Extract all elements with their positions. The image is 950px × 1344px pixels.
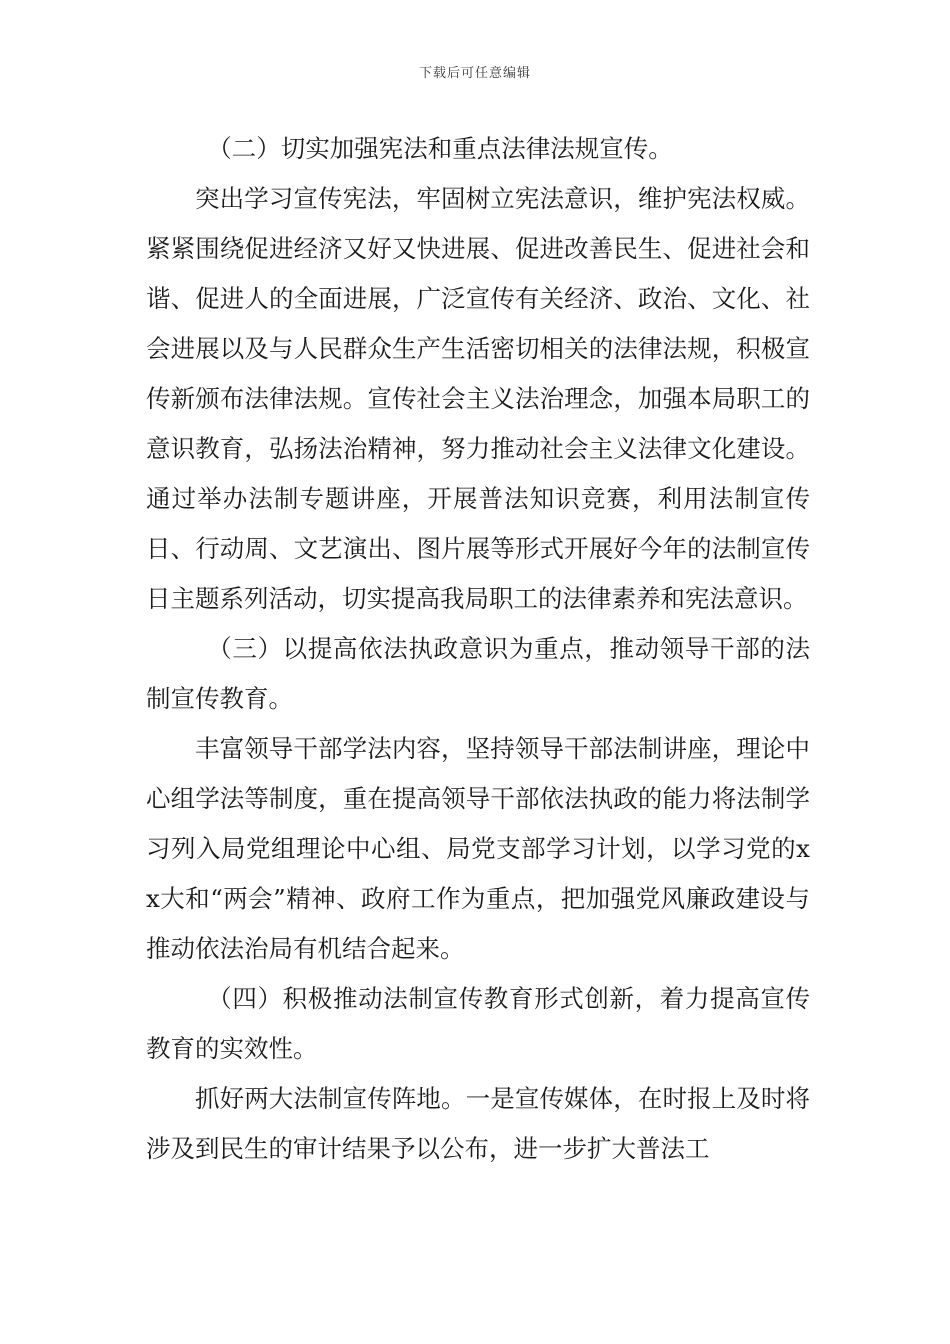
- body-paragraph: 抓好两大法制宣传阵地。一是宣传媒体，在时报上及时将涉及到民生的审计结果予以公布，进一步扩大普法工: [146, 1084, 810, 1163]
- section-heading-3: （三）以提高依法执政意识为重点，推动领导干部的法制宣传教育。: [146, 634, 810, 713]
- section-heading-4: （四）积极推动法制宣传教育形式创新，着力提高宣传教育的实效性。: [146, 984, 810, 1063]
- document-body: [146, 124, 810, 1174]
- page-header-note: 下载后可任意编辑: [418, 66, 531, 81]
- section-heading-2: （二）切实加强宪法和重点法律法规宣传。: [207, 134, 673, 163]
- body-paragraph: 突出学习宣传宪法，牢固树立宪法意识，维护宪法权威。紧紧围绕促进经济又好又快进展、促进改善民生、促进社会和谐、促进人的全面进展，广泛宣传有关经济、政治、文化、社会进展以及与人民群众生产生活密切相关的法律法规，积极宣传新颁布法律法规。宣传社会主义法治理念，加强本局职工的意识教育，弘扬法治精神，努力推动社会主义法律文化建设。通过举办法制专题讲座，开展普法知识竞赛，利用法制宣传日、行动周、文艺演出、图片展等形式开展好今年的法制宣传日主题系列活动，切实提高我局职工的法律素养和宪法意识。: [146, 184, 810, 613]
- body-paragraph: 丰富领导干部学法内容，坚持领导干部法制讲座，理论中心组学法等制度，重在提高领导干部依法执政的能力将法制学习列入局党组理论中心组、局党支部学习计划，以学习党的xx大和“两会”精神、政府工作为重点，把加强党风廉政建设与推动依法治局有机结合起来。: [146, 734, 810, 963]
